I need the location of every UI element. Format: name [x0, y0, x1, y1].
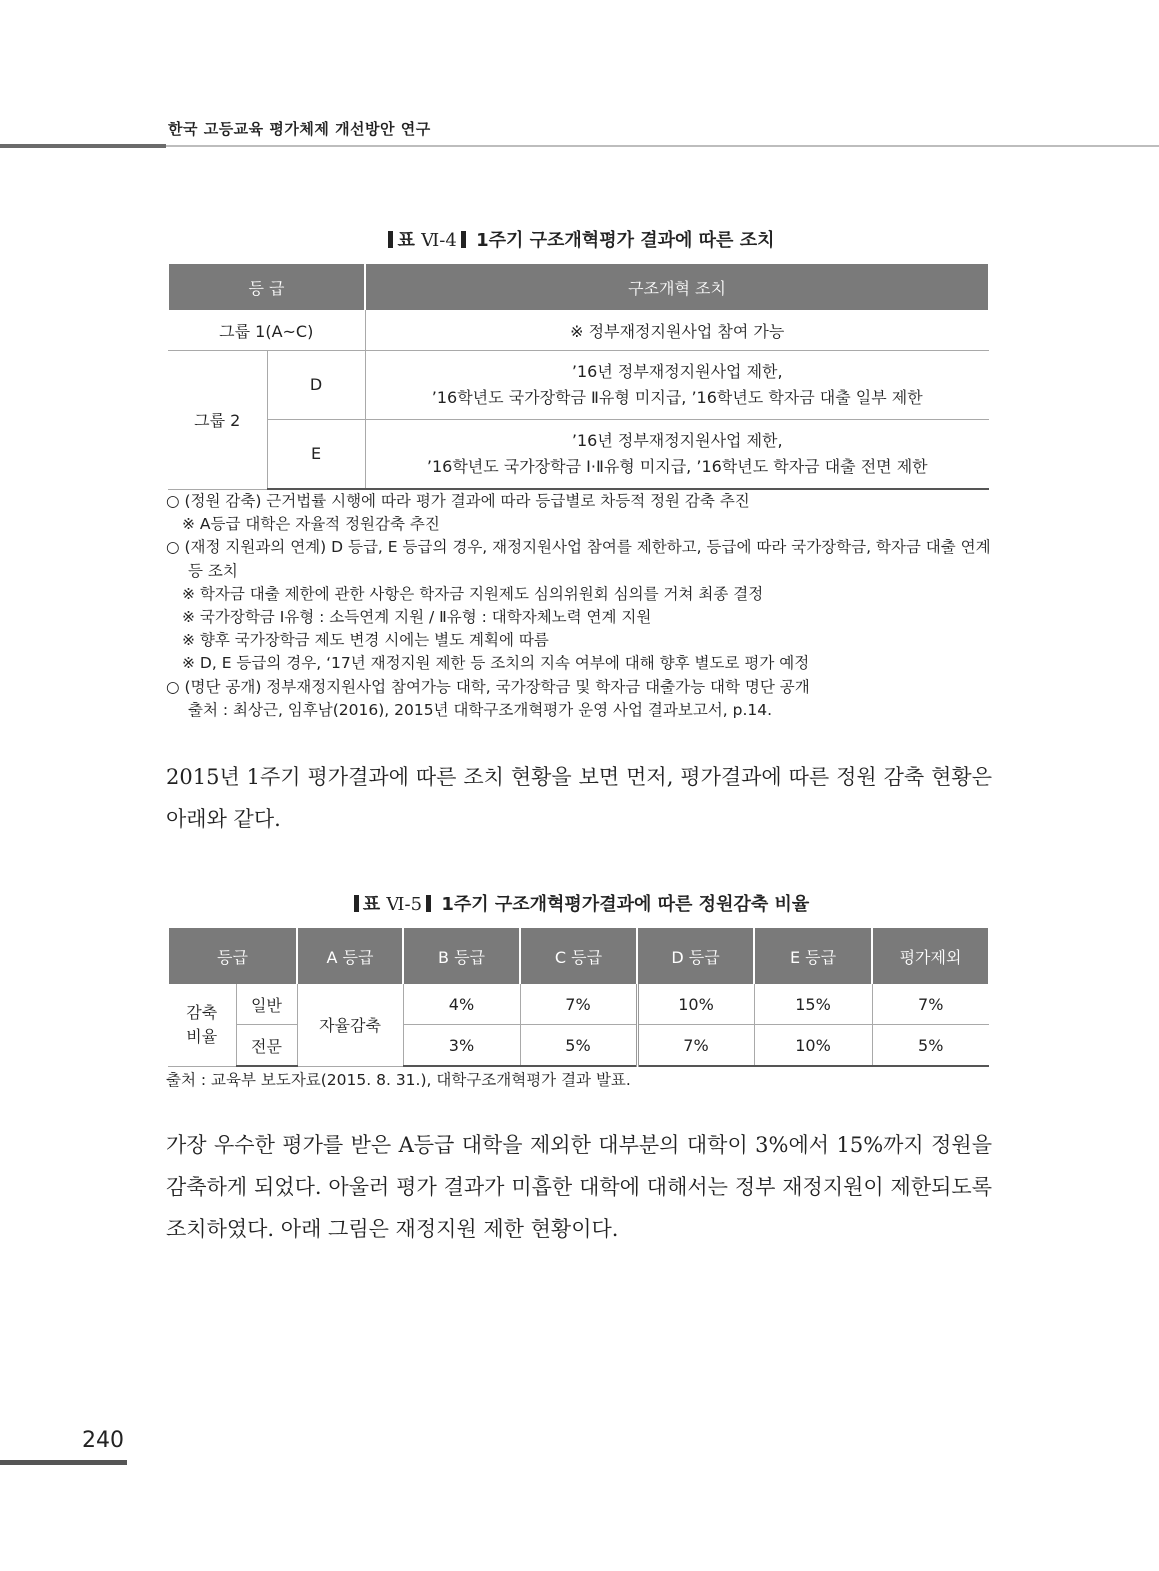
table1-caption: [0, 226, 1159, 252]
table2-caption-number: Ⅵ-5: [386, 894, 423, 915]
header-rule-light: [166, 145, 1159, 147]
running-header: 한국 고등교육 평가체제 개선방안 연구: [168, 120, 431, 138]
table1-caption-prefix: 표: [397, 230, 415, 251]
grade-e: E: [267, 420, 365, 490]
table-cell: 4%: [403, 984, 520, 1025]
table-cell: 5%: [520, 1025, 637, 1067]
general-label: 일반: [236, 984, 297, 1025]
table-cell: 7%: [872, 984, 989, 1025]
table-cell: 7%: [520, 984, 637, 1025]
table1-caption-text: 1주기 구조개혁평가 결과에 따른 조치: [476, 230, 775, 251]
table2-caption-text: 1주기 구조개혁평가결과에 따른 정원감축 비율: [441, 894, 810, 915]
note: ○ (정원 감축) 근거법률 시행에 따라 평가 결과에 따라 등급별로 차등적 정원 감축 추진: [166, 492, 750, 510]
group1-action: ※ 정부재정지원사업 참여 가능: [365, 310, 989, 351]
grade-d-action: [365, 351, 989, 420]
header-b: B 등급: [403, 928, 520, 984]
note: ○ (재정 지원과의 연계) D 등급, E 등급의 경우, 재정지원사업 참여를 제한하고, 등급에 따라 국가장학금, 학자금 대출 연계: [166, 538, 991, 557]
header-excluded: 평가제외: [872, 928, 989, 984]
table1-caption-number: Ⅵ-4: [421, 230, 457, 251]
row-label: [168, 984, 236, 1066]
group2-label: 그룹 2: [168, 351, 267, 490]
grade-d-action-line2: ’16학년도 국가장학금 Ⅱ유형 미지급, ’16학년도 학자금 대출 일부 제한: [431, 388, 923, 407]
table2-source: 출처 : 교육부 보도자료(2015. 8. 31.), 대학구조개혁평가 결과 발표.: [166, 1071, 631, 1089]
grade-d: D: [267, 351, 365, 420]
table-cell: 10%: [637, 984, 754, 1025]
special-label: 전문: [236, 1025, 297, 1067]
paragraph-2: 가장 우수한 평가를 받은 A등급 대학을 제외한 대부분의 대학이 3%에서 15%까지 정원을 감축하게 되었다. 아울러 평가 결과가 미흡한 대학에 대해서는 정부 재정지원이 제한되도록 조치하였다. 아래 그림은 재정지원 제한 현황이다.: [166, 1133, 992, 1241]
header-rule: [0, 144, 166, 148]
table1-notes: [166, 490, 996, 722]
row-label-line2: 비율: [186, 1026, 218, 1046]
note: 등 조치: [188, 561, 238, 580]
note: ※ 국가장학금 Ⅰ유형 : 소득연계 지원 / Ⅱ유형 : 대학자체노력 연계 지원: [182, 608, 652, 627]
grade-e-action-line1: ’16년 정부재정지원사업 제한,: [571, 431, 783, 450]
footer-rule: [0, 1460, 127, 1465]
a-grade-value: 자율감축: [297, 984, 403, 1066]
grade-e-action-line2: ’16학년도 국가장학금 Ⅰ·Ⅱ유형 미지급, ’16학년도 학자금 대출 전면 제한: [426, 457, 928, 476]
header-e: E 등급: [754, 928, 872, 984]
note: ※ 학자금 대출 제한에 관한 사항은 학자금 지원제도 심의위원회 심의를 거쳐 최종 결정: [182, 584, 764, 603]
note: ※ 향후 국가장학금 제도 변경 시에는 별도 계획에 따름: [182, 631, 549, 650]
table-cell: 5%: [872, 1025, 989, 1067]
table-cell: 3%: [403, 1025, 520, 1067]
group1-label: 그룹 1(A~C): [168, 310, 365, 351]
header-grade: 등 급: [168, 264, 365, 310]
header-d: D 등급: [637, 928, 754, 984]
header-measures: 구조개혁 조치: [365, 264, 989, 310]
table-cell: 15%: [754, 984, 872, 1025]
header-a: A 등급: [297, 928, 403, 984]
page-number: 240: [82, 1428, 124, 1453]
note: ※ A등급 대학은 자율적 정원감축 추진: [182, 515, 440, 534]
note: ※ D, E 등급의 경우, ‘17년 재정지원 제한 등 조치의 지속 여부에 대해 향후 별도로 평가 예정: [182, 654, 810, 673]
measures-table: [167, 264, 990, 490]
header-grade: 등급: [168, 928, 297, 984]
grade-e-action: [365, 420, 989, 490]
table1-source: 출처 : 최상근, 임후남(2016), 2015년 대학구조개혁평가 운영 사업 결과보고서, p.14.: [188, 700, 773, 719]
table-cell: 7%: [637, 1025, 754, 1067]
reduction-rate-table: [167, 928, 990, 1067]
header-c: C 등급: [520, 928, 637, 984]
paragraph-1: 2015년 1주기 평가결과에 따른 조치 현황을 보면 먼저, 평가결과에 따른 정원 감축 현황은 아래와 같다.: [166, 765, 992, 831]
note: ○ (명단 공개) 정부재정지원사업 참여가능 대학, 국가장학금 및 학자금 대출가능 대학 명단 공개: [166, 677, 810, 696]
row-label-line1: 감축: [186, 1002, 218, 1022]
table2-caption: [0, 890, 1159, 916]
grade-d-action-line1: ’16년 정부재정지원사업 제한,: [571, 362, 783, 381]
table-cell: 10%: [754, 1025, 872, 1067]
table2-caption-prefix: 표: [362, 894, 381, 915]
